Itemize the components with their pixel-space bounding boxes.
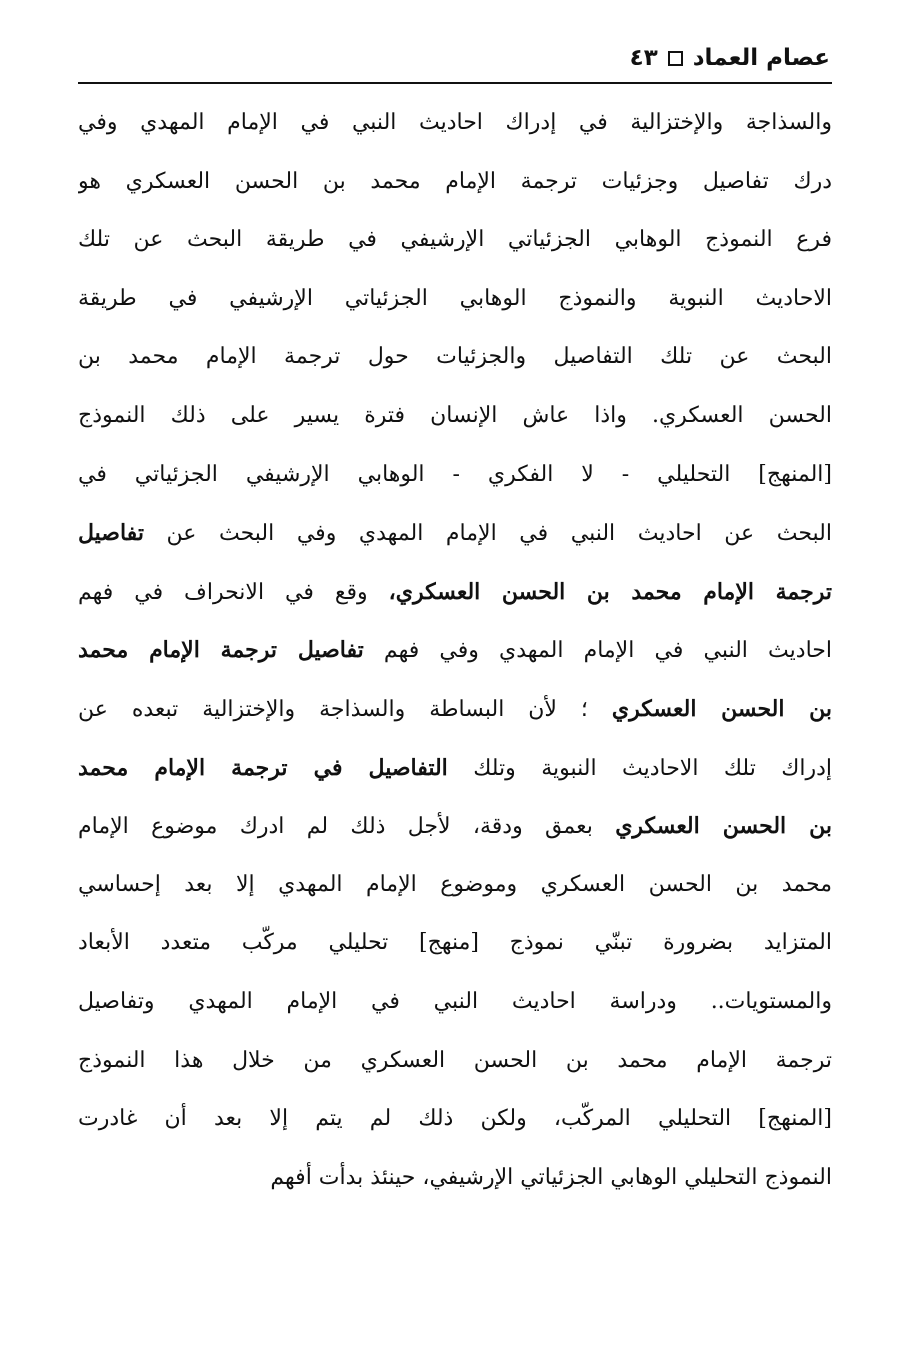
- text-line: [78, 739, 832, 798]
- text-line: والسذاجة والإختزالية في إدراك احاديث النبي في الإمام المهدي وفي: [78, 110, 832, 135]
- bold-text-run: بن الحسن العسكري: [615, 813, 832, 840]
- text-line: [المنهج] التحليلي - لا الفكري - الوهابي الإرشيفي الجزئياتي في: [78, 461, 832, 487]
- body-text: [78, 94, 832, 1207]
- text-line: المتزايد بضرورة تبنّي نموذج [منهج] تحليلي مركّب متعدد الأبعاد: [78, 930, 832, 956]
- text-run: البحث عن احاديث النبي في الإمام المهدي وفي البحث عن: [166, 521, 832, 547]
- bold-text-run: تفاصيل: [78, 520, 144, 547]
- text-line: الحسن العسكري. واذا عاش الإنسان فترة يسير على ذلك النموذج: [78, 402, 832, 428]
- text-line: درك تفاصيل وجزئيات ترجمة الإمام محمد بن الحسن العسكري هو: [78, 168, 832, 194]
- text-run: ؛ لأن البساطة والسذاجة والإختزالية تبعده عن: [78, 696, 588, 722]
- text-run: إدراك تلك الاحاديث النبوية وتلك: [473, 755, 832, 781]
- header-title: عصام العماد: [692, 45, 830, 71]
- text-line: [78, 504, 832, 563]
- text-run: وقع في الانحراف في فهم: [78, 579, 368, 605]
- text-line: [المنهج] التحليلي المركّب، ولكن ذلك لم يتم إلا بعد أن غادرت: [78, 1106, 832, 1132]
- text-line: ترجمة الإمام محمد بن الحسن العسكري من خلال هذا النموذج: [78, 1047, 832, 1073]
- text-line: [78, 680, 832, 739]
- text-line: محمد بن الحسن العسكري وموضوع الإمام المهدي إلا بعد إحساسي: [78, 871, 832, 897]
- text-run: احاديث النبي في الإمام المهدي وفي فهم: [383, 638, 832, 664]
- page-number: ٤٣: [629, 45, 658, 71]
- text-line: [78, 797, 832, 856]
- text-line: الاحاديث النبوية والنموذج الوهابي الجزئياتي الإرشيفي في طريقة: [78, 285, 832, 311]
- text-line: والمستويات.. ودراسة احاديث النبي في الإمام المهدي وتفاصيل: [78, 988, 832, 1014]
- bold-text-run: تفاصيل ترجمة الإمام محمد: [78, 637, 364, 664]
- bold-text-run: بن الحسن العسكري: [611, 695, 832, 722]
- text-line: فرع النموذج الوهابي الجزئياتي الإرشيفي في طريقة البحث عن تلك: [78, 227, 832, 253]
- text-line: النموذج التحليلي الوهابي الجزئياتي الإرشيفي، حينئذ بدأت أفهم: [270, 1164, 832, 1190]
- bold-text-run: التفاصيل في ترجمة الإمام محمد: [78, 754, 448, 781]
- bold-text-run: ترجمة الإمام محمد بن الحسن العسكري،: [388, 578, 832, 605]
- text-line: [78, 621, 832, 680]
- header-square-ornament: [668, 51, 683, 66]
- text-run: بعمق ودقة، لأجل ذلك لم ادرك موضوع الإمام: [78, 814, 593, 840]
- running-header: [630, 36, 830, 80]
- text-line: البحث عن تلك التفاصيل والجزئيات حول ترجمة الإمام محمد بن: [78, 344, 832, 370]
- header-rule: [78, 82, 832, 84]
- text-line: [78, 563, 832, 622]
